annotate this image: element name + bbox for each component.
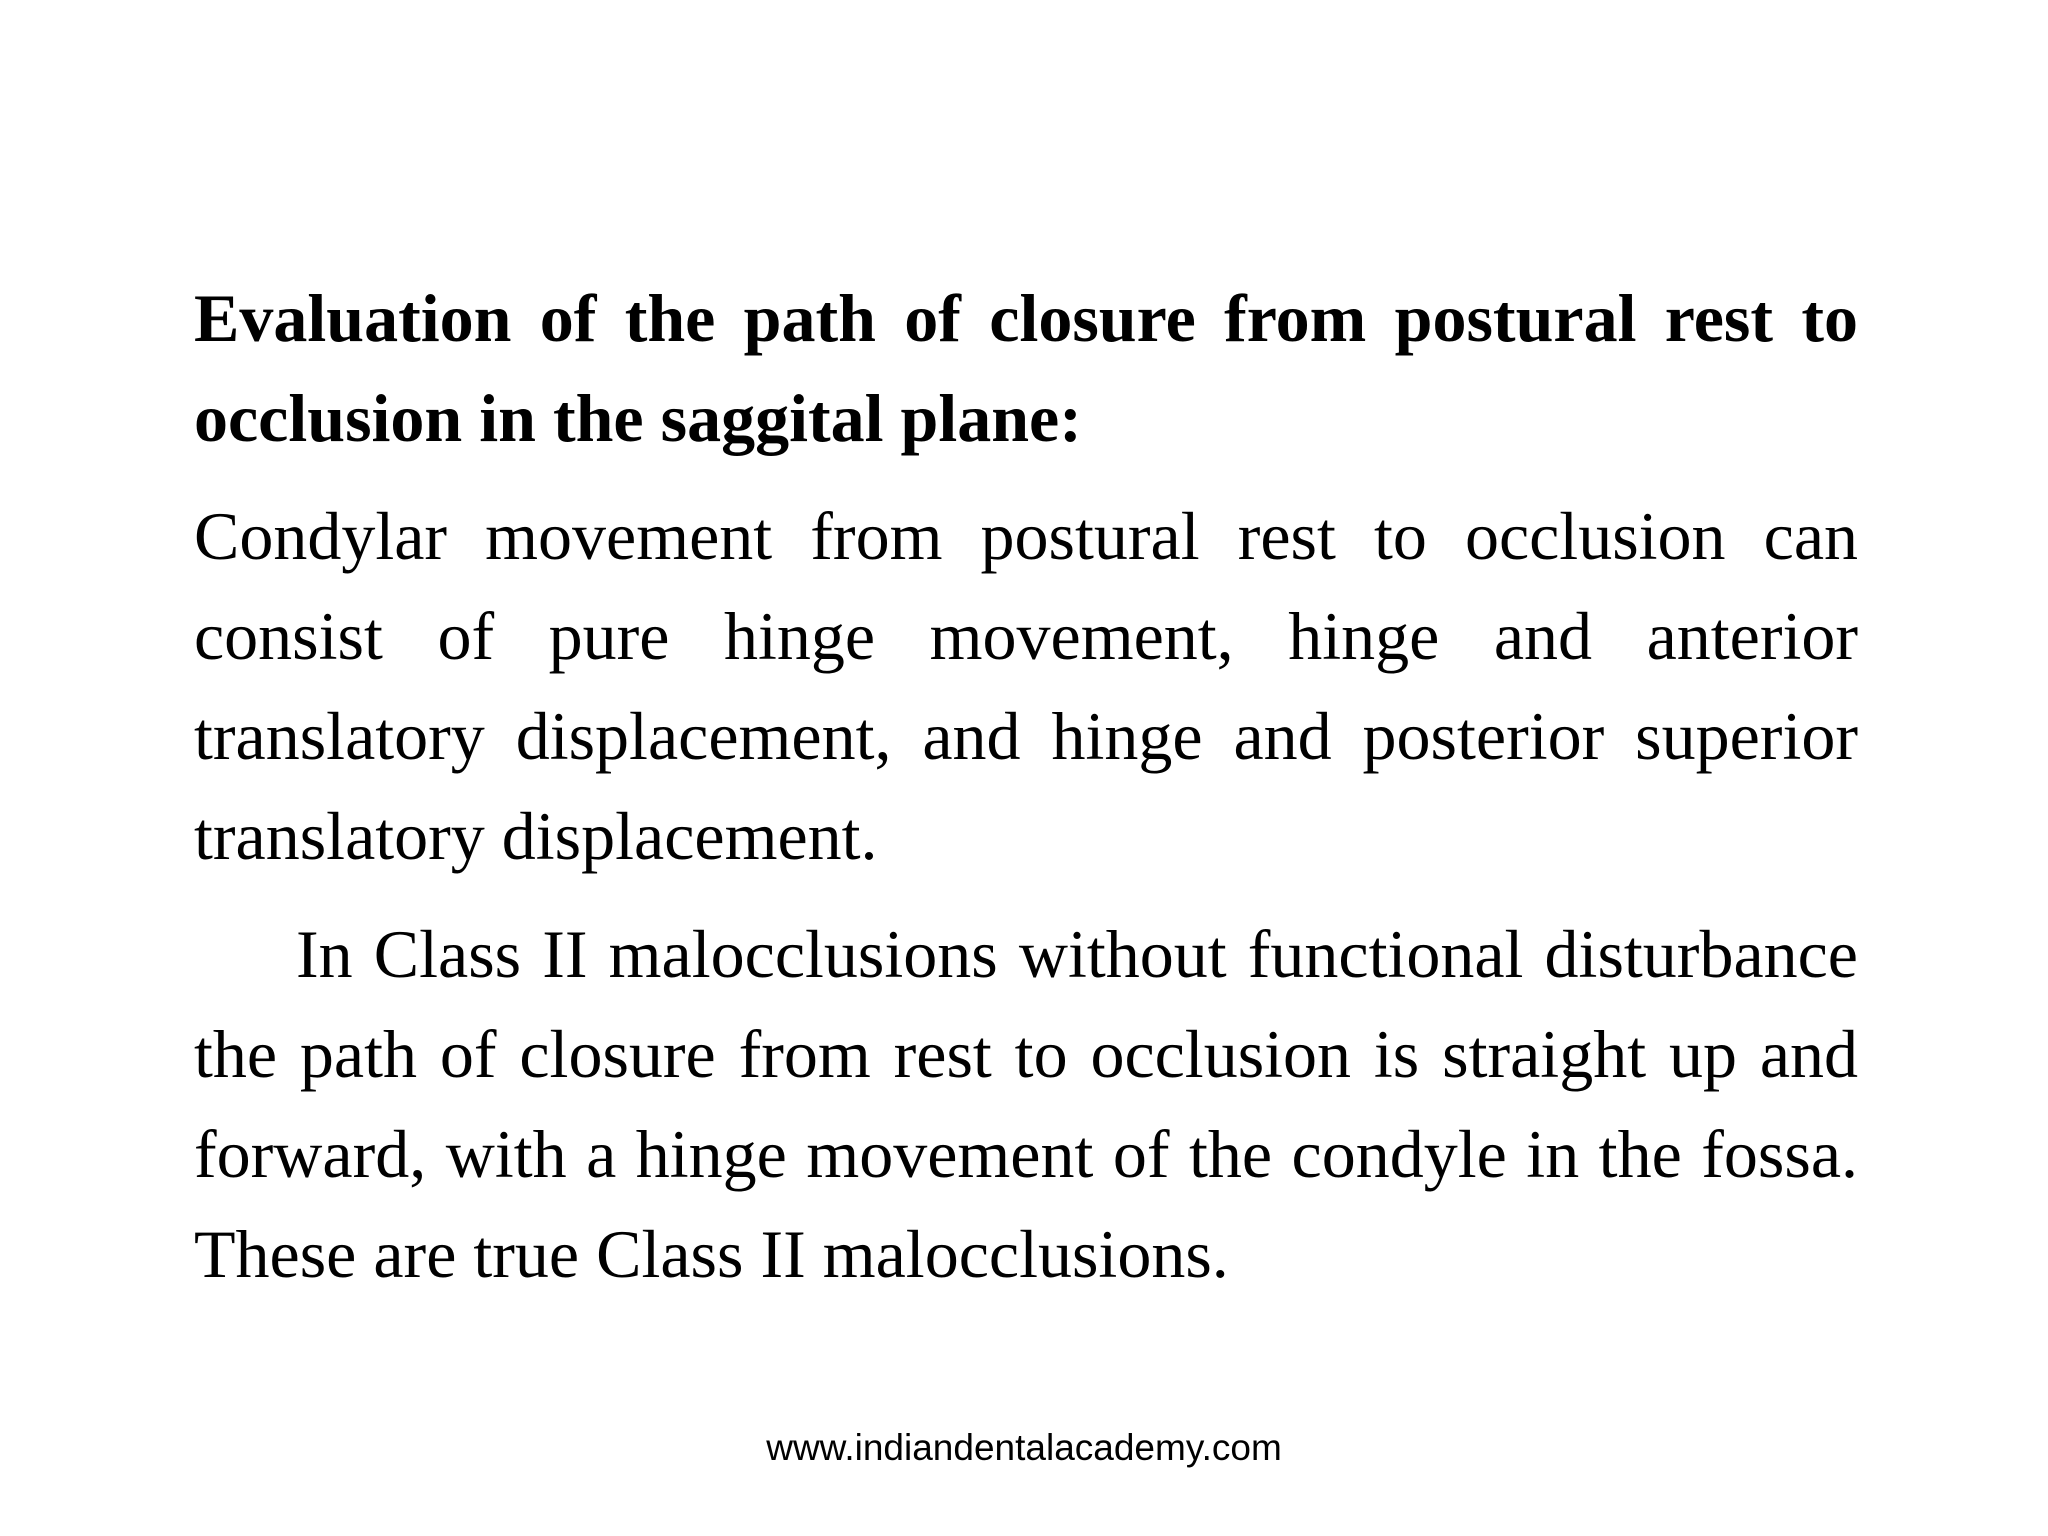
paragraph-class-ii-malocclusions: In Class II malocclusions without functional disturbance the path of closure from rest to occlusion is straight up and forward, with a hinge movement of the condyle in the fossa. These are true Class II malocclusions. — [194, 916, 1858, 1292]
paragraph-condylar-movement: Condylar movement from postural rest to occlusion can consist of pure hinge movement, hinge and anterior translatory displacement, and hinge and posterior superior translatory displacement. — [194, 498, 1858, 874]
slide-content — [194, 268, 1858, 1304]
footer-website: www.indiandentalacademy.com — [766, 1427, 1282, 1468]
slide-heading: Evaluation of the path of closure from postural rest to occlusion in the saggital plane: — [194, 280, 1858, 456]
